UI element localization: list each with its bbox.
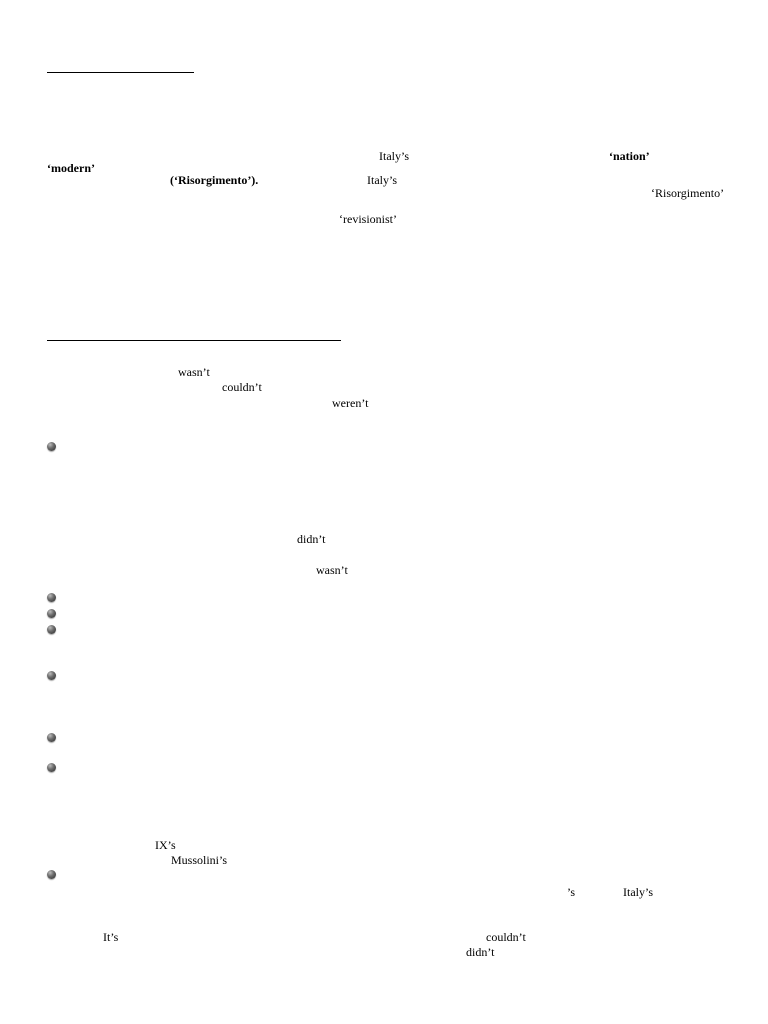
- text-fragment: (‘Risorgimento’).: [170, 173, 259, 187]
- heading-underline-2: [47, 340, 341, 341]
- list-bullet: [47, 593, 56, 602]
- text-fragment: IX’s: [155, 838, 176, 852]
- text-fragment: ‘revisionist’: [339, 212, 397, 226]
- list-bullet: [47, 609, 56, 618]
- heading-underline-1: [47, 72, 194, 73]
- text-fragment: It’s: [103, 930, 119, 944]
- text-fragment: ‘modern’: [47, 161, 95, 175]
- text-fragment: couldn’t: [486, 930, 526, 944]
- text-fragment: Italy’s: [379, 149, 409, 163]
- list-bullet: [47, 870, 56, 879]
- text-fragment: ’s: [567, 885, 576, 899]
- text-fragment: ‘Risorgimento’: [651, 186, 725, 200]
- list-bullet: [47, 442, 56, 451]
- text-fragment: Mussolini’s: [171, 853, 228, 867]
- text-fragment: wasn’t: [316, 563, 348, 577]
- text-fragment: weren’t: [332, 396, 369, 410]
- text-fragment: Italy’s: [367, 173, 397, 187]
- text-fragment: ‘nation’: [609, 149, 650, 163]
- text-fragment: Italy’s: [623, 885, 653, 899]
- text-fragment: wasn’t: [178, 365, 210, 379]
- list-bullet: [47, 733, 56, 742]
- list-bullet: [47, 671, 56, 680]
- list-bullet: [47, 625, 56, 634]
- text-fragment: couldn’t: [222, 380, 262, 394]
- text-fragment: didn’t: [466, 945, 495, 959]
- text-fragment: didn’t: [297, 532, 326, 546]
- list-bullet: [47, 763, 56, 772]
